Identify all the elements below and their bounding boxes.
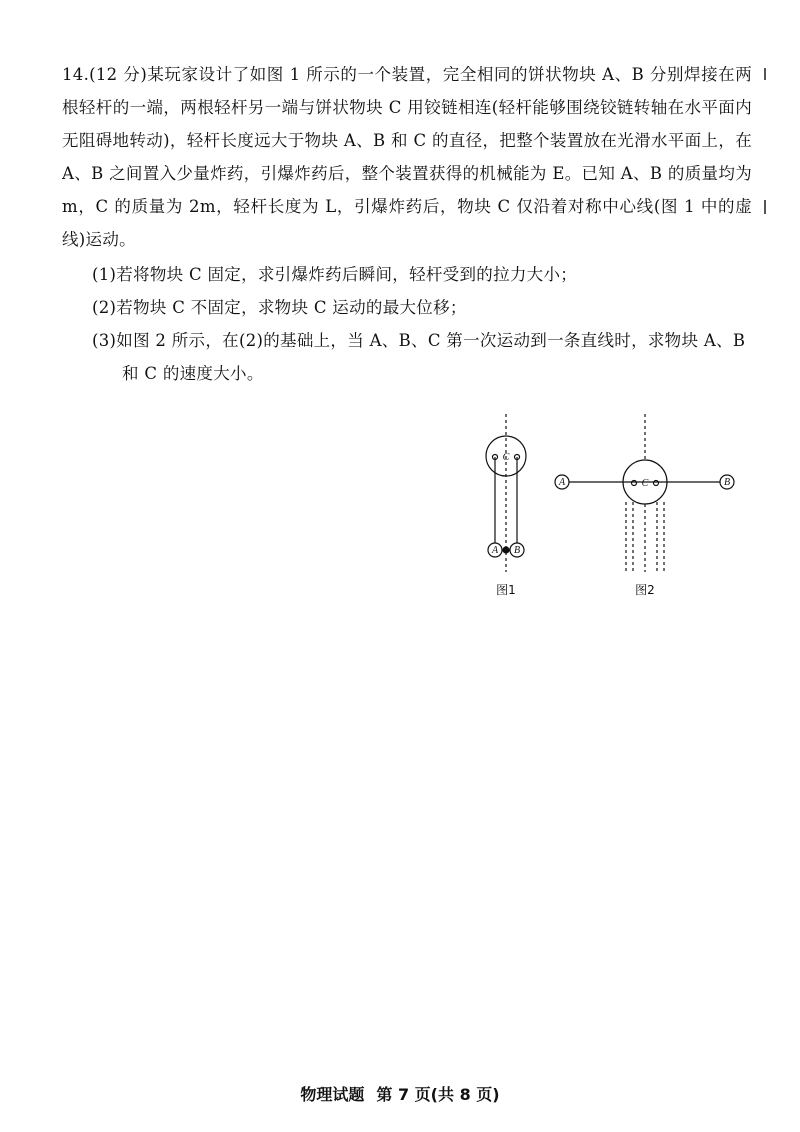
figures — [470, 412, 750, 612]
fig1-label-b: B — [513, 545, 521, 556]
fig1-label-a: A — [491, 545, 499, 556]
fig1-explosive — [503, 547, 509, 553]
fig2-caption: 图2 — [635, 583, 655, 597]
question-3: (3)如图 2 所示，在(2)的基础上，当 A、B、C 第一次运动到一条直线时，求物块 A、B 和 C 的速度大小。 — [92, 331, 746, 383]
scan-mark-middle — [764, 200, 766, 214]
figure-2 — [555, 414, 734, 572]
footer-subject: 物理试题 — [300, 1085, 365, 1104]
problem-stem — [62, 58, 752, 256]
question-list — [62, 258, 752, 390]
fig2-label-b: B — [723, 477, 731, 488]
fig2-label-a: A — [558, 477, 566, 488]
fig2-label-c: C — [641, 478, 649, 489]
problem-14 — [62, 58, 752, 390]
question-1: (1)若将物块 C 固定，求引爆炸药后瞬间，轻杆受到的拉力大小； — [92, 265, 578, 284]
problem-stem-text: 某玩家设计了如图 1 所示的一个装置，完全相同的饼状物块 A、B 分别焊接在两根轻杆的一端，两根轻杆另一端与饼状物块 C 用铰链相连(轻杆能够围绕铰链转轴在水平面内无阻碍地转动)，轻杆长度远大于物块 A、B 和 C 的直径，把整个装置放在光滑水平面上，在 A、B 之间置入少量炸药，引爆炸药后，整个装置获得的机械能为 E。已知 A、B 的质量均为 m，C 的质量为 2m，轻杆长度为 L，引爆炸药后，物块 C 仅沿着对称中心线(图 1 中的虚线)运动。 — [62, 65, 753, 249]
figure-diagrams — [470, 412, 750, 612]
scan-mark-top — [764, 68, 766, 80]
page-footer — [0, 1082, 800, 1105]
fig1-caption: 图1 — [496, 583, 516, 597]
problem-points: (12 分) — [89, 65, 148, 84]
problem-number: 14. — [62, 65, 90, 84]
question-2: (2)若物块 C 不固定，求物块 C 运动的最大位移； — [92, 298, 467, 317]
footer-page-number: 第 7 页(共 8 页) — [376, 1085, 500, 1104]
fig1-label-c: C — [502, 452, 510, 463]
